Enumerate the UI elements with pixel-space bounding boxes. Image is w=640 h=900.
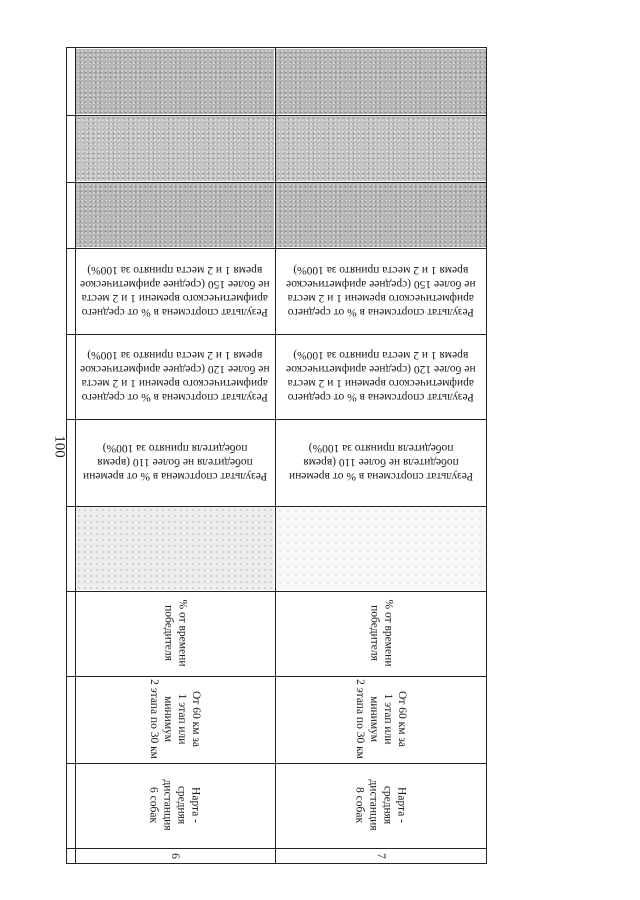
shaded-cell <box>76 507 274 590</box>
result-text: Результат спортсмена в % от среднего арифметического времени 1 и 2 места не более 150 (среднее арифметическое время 1 и 2 места принято за 100%) <box>286 263 476 319</box>
distance-text: От 60 км за 1 этап или минимум 2 этапа по 30 км <box>147 679 203 760</box>
row-6-result-avg-150 <box>76 249 274 333</box>
row-7-distance <box>276 677 486 762</box>
shaded-cell <box>76 49 274 114</box>
row-6-result-avg-120 <box>76 335 274 418</box>
criterion-text: % от времени победителя <box>368 600 395 667</box>
row-7-name <box>276 764 486 847</box>
result-text: Результат спортсмена в % от времени победителя не более 110 (время победителя принято за 100%) <box>288 442 474 483</box>
shaded-cell <box>76 116 274 181</box>
result-text: Результат спортсмена в % от времени победителя не более 110 (время победителя принято за 100%) <box>82 442 268 483</box>
shaded-cell <box>276 49 486 114</box>
standards-table <box>66 47 487 864</box>
row-6-name <box>76 764 274 847</box>
row-7-criterion <box>276 592 486 675</box>
row-6-criterion <box>76 592 274 675</box>
name-text: Нарта - средняя дистанция 6 собак <box>147 779 203 832</box>
result-text: Результат спортсмена в % от среднего арифметического времени 1 и 2 места не более 120 (среднее арифметическое время 1 и 2 места принято за 100%) <box>286 349 476 404</box>
row-7-result-winner <box>276 420 486 505</box>
name-text: Нарта - средняя дистанция 8 собак <box>353 779 409 832</box>
shaded-cell <box>76 183 274 247</box>
shaded-cell <box>276 507 486 590</box>
shaded-cell <box>276 116 486 181</box>
row-6-distance <box>76 677 274 762</box>
row-7-number <box>276 849 486 863</box>
row-6-number <box>76 849 274 863</box>
row-number-text: 7 <box>375 853 388 859</box>
result-text: Результат спортсмена в % от среднего арифметического времени 1 и 2 места не более 120 (среднее арифметическое время 1 и 2 места принято за 100%) <box>80 349 270 404</box>
page-number: 100 <box>51 435 68 458</box>
distance-text: От 60 км за 1 этап или минимум 2 этапа по 30 км <box>353 679 409 760</box>
shaded-cell <box>276 183 486 247</box>
row-number-text: 6 <box>169 853 182 859</box>
row-6-result-winner <box>76 420 274 505</box>
result-text: Результат спортсмена в % от среднего арифметического времени 1 и 2 места не более 150 (среднее арифметическое время 1 и 2 места принято за 100%) <box>80 263 270 319</box>
criterion-text: % от времени победителя <box>162 600 189 667</box>
row-7-result-avg-120 <box>276 335 486 418</box>
row-7-result-avg-150 <box>276 249 486 333</box>
